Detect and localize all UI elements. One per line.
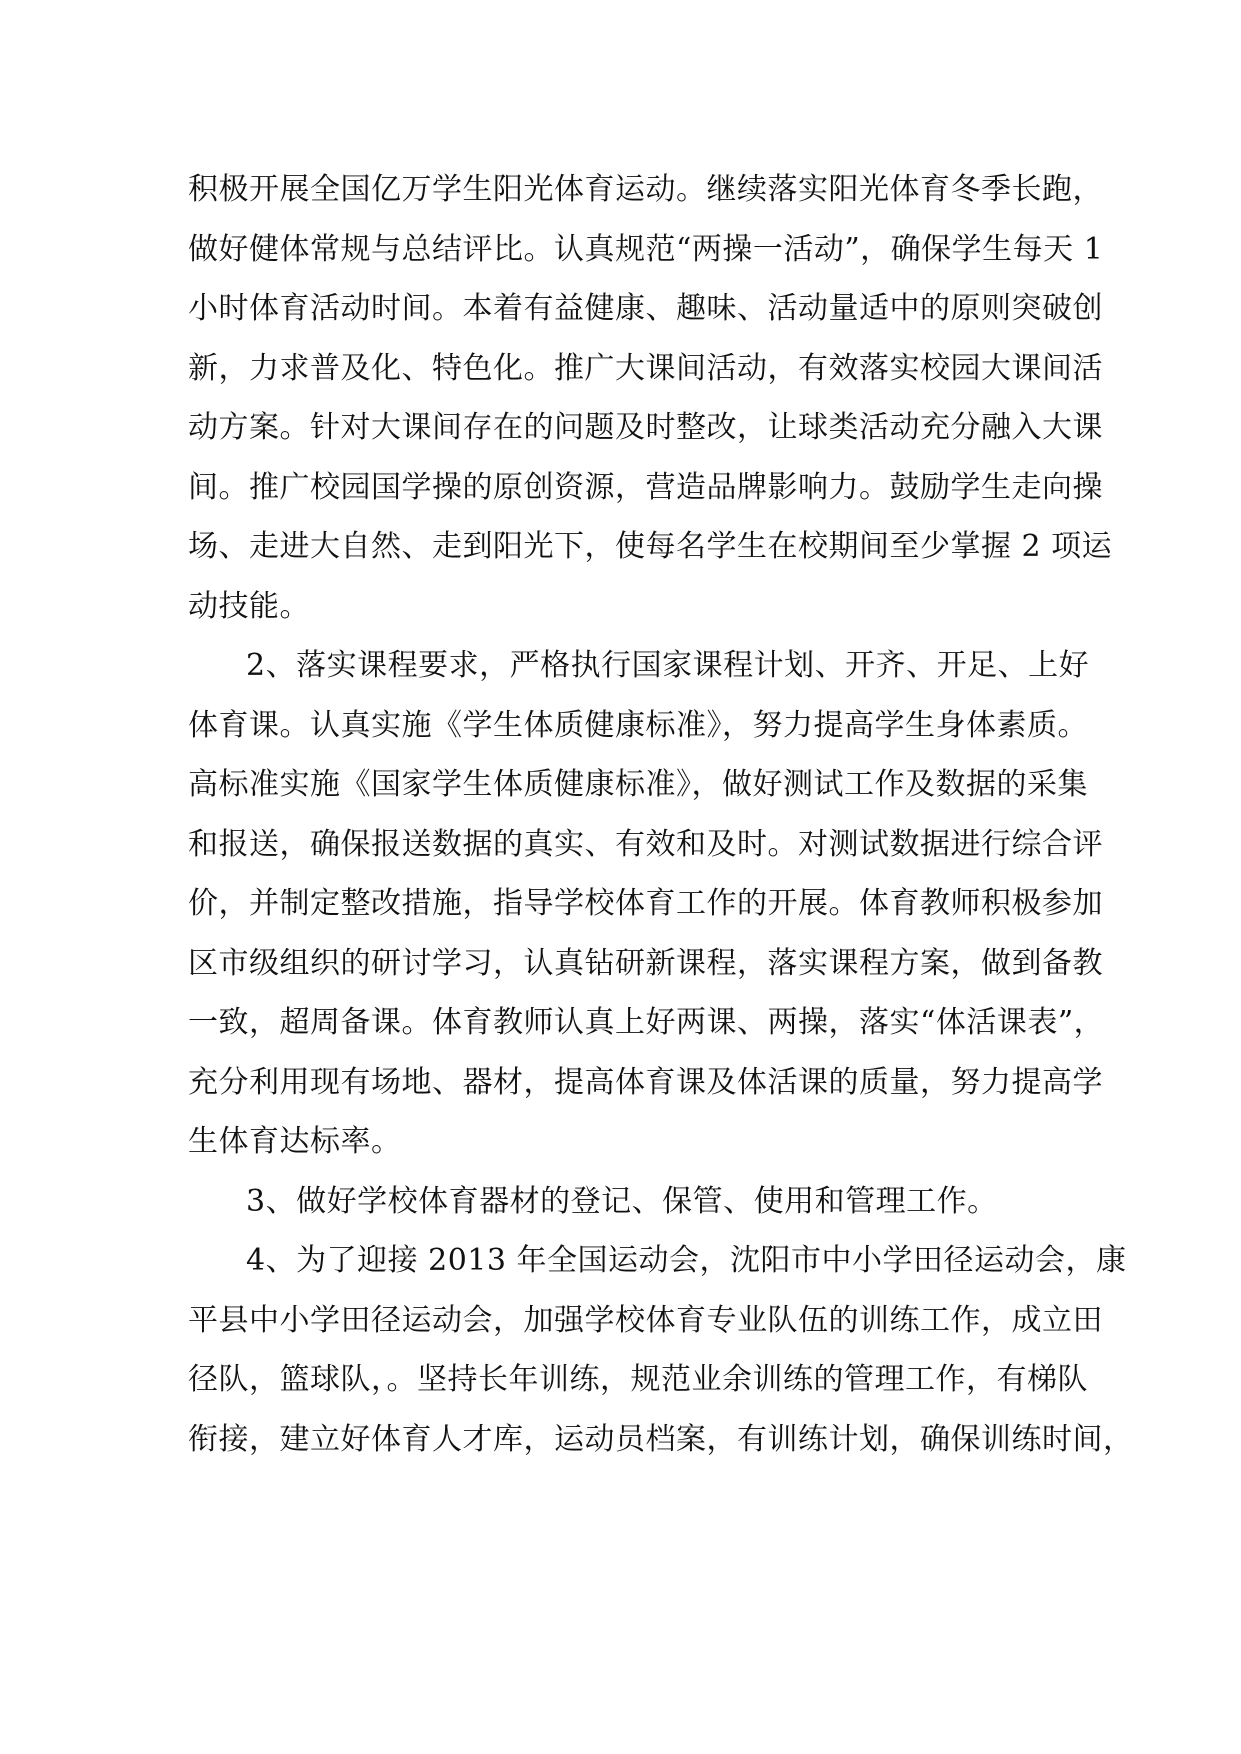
text-line-16: 充分利用现有场地、器材，提高体育课及体活课的质量，努力提高学 xyxy=(188,1065,1103,1100)
text-line-12: 和报送，确保报送数据的真实、有效和及时。对测试数据进行综合评 xyxy=(188,827,1103,862)
text-line-22: 衔接，建立好体育人才库，运动员档案，有训练计划，确保训练时间， xyxy=(188,1422,1134,1457)
text-line-21: 径队，篮球队，。坚持长年训练，规范业余训练的管理工作，有梯队 xyxy=(188,1362,1088,1397)
text-line-14: 区市级组织的研讨学习，认真钻研新课程，落实课程方案，做到备教 xyxy=(188,946,1103,981)
text-line-13: 价，并制定整改措施，指导学校体育工作的开展。体育教师积极参加 xyxy=(188,886,1103,921)
text-line-15: 一致，超周备课。体育教师认真上好两课、两操，落实“体活课表”， xyxy=(188,1005,1105,1040)
text-line-17: 生体育达标率。 xyxy=(188,1124,402,1159)
paragraph-4-start: 4、为了迎接 2013 年全国运动会，沈阳市中小学田径运动会，康 xyxy=(246,1243,1127,1278)
text-line-20: 平县中小学田径运动会，加强学校体育专业队伍的训练工作，成立田 xyxy=(188,1303,1103,1338)
text-line-2: 做好健体常规与总结评比。认真规范“两操一活动”，确保学生每天 1 xyxy=(188,232,1104,267)
paragraph-2-start: 2、落实课程要求，严格执行国家课程计划、开齐、开足、上好 xyxy=(246,648,1090,683)
text-line-10: 体育课。认真实施《学生体质健康标准》，努力提高学生身体素质。 xyxy=(188,708,1088,743)
text-line-6: 间。推广校园国学操的原创资源，营造品牌影响力。鼓励学生走向操 xyxy=(188,470,1103,505)
text-line-4: 新，力求普及化、特色化。推广大课间活动，有效落实校园大课间活 xyxy=(188,351,1103,386)
paragraph-3: 3、做好学校体育器材的登记、保管、使用和管理工作。 xyxy=(246,1184,998,1219)
text-line-11: 高标准实施《国家学生体质健康标准》，做好测试工作及数据的采集 xyxy=(188,767,1088,802)
text-line-1: 积极开展全国亿万学生阳光体育运动。继续落实阳光体育冬季长跑， xyxy=(188,172,1103,207)
text-line-7: 场、走进大自然、走到阳光下，使每名学生在校期间至少掌握 2 项运 xyxy=(188,529,1113,564)
text-line-5: 动方案。针对大课间存在的问题及时整改，让球类活动充分融入大课 xyxy=(188,410,1103,445)
text-line-8: 动技能。 xyxy=(188,589,310,624)
text-line-3: 小时体育活动时间。本着有益健康、趣味、活动量适中的原则突破创 xyxy=(188,291,1103,326)
